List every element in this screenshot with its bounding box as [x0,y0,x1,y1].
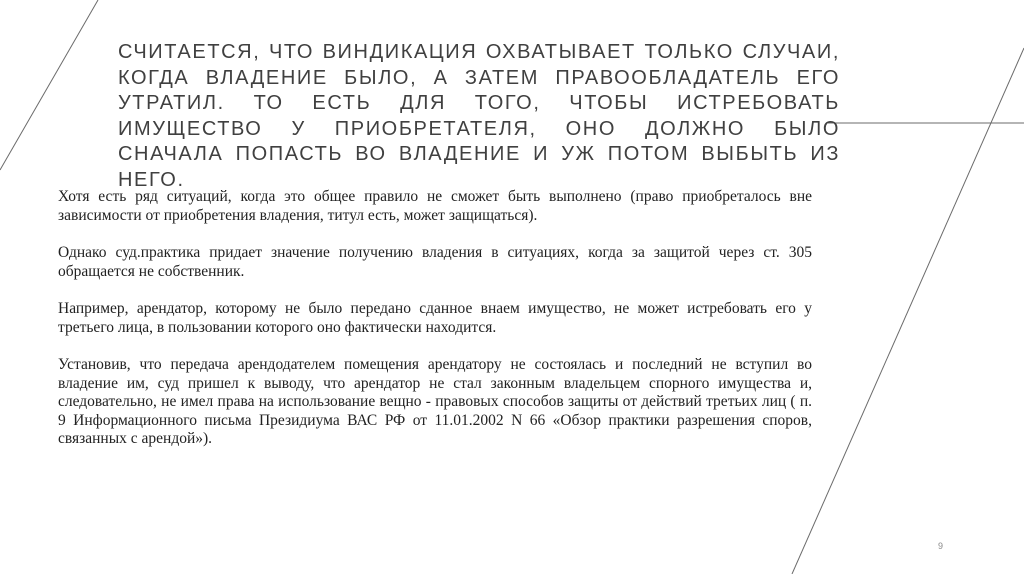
decorative-line-left [0,0,98,170]
body-paragraph-2: Однако суд.практика придает значение получению владения в ситуациях, когда за защитой через ст. 305 обращается не собственник. [58,244,812,280]
body-paragraph-4: Установив, что передача арендодателем помещения арендатору не состоялась и последний не вступил во владение им, суд пришел к выводу, что арендатор не стал законным владельцем спорного имущества и, следовательно, не имел права на использование вещно - правовых способов защиты от действий третьих лиц ( п. 9 Информационного письма Президиума ВАС РФ от 11.01.2002 N 66 «Обзор практики разрешения споров, связанных с арендой»). [58,356,812,447]
slide-body [58,188,812,468]
slide-title: СЧИТАЕТСЯ, ЧТО ВИНДИКАЦИЯ ОХВАТЫВАЕТ ТОЛЬКО СЛУЧАИ, КОГДА ВЛАДЕНИЕ БЫЛО, А ЗАТЕМ ПРАВООБЛАДАТЕЛЬ ЕГО УТРАТИЛ. ТО ЕСТЬ ДЛЯ ТОГО, ЧТОБЫ ИСТРЕБОВАТЬ ИМУЩЕСТВО У ПРИОБРЕТАТЕЛЯ, ОНО ДОЛЖНО БЫЛО СНАЧАЛА ПОПАСТЬ ВО ВЛАДЕНИЕ И УЖ ПОТОМ ВЫБЫТЬ ИЗ НЕГО. [118,41,840,191]
page-number: 9 [938,541,944,551]
body-paragraph-1: Хотя есть ряд ситуаций, когда это общее правило не сможет быть выполнено (право приобреталось вне зависимости от приобретения владения, титул есть, может защищаться). [58,188,812,224]
body-paragraph-3: Например, арендатор, которому не было передано сданное внаем имущество, не может истребовать его у третьего лица, в пользовании которого оно фактически находится. [58,300,812,336]
